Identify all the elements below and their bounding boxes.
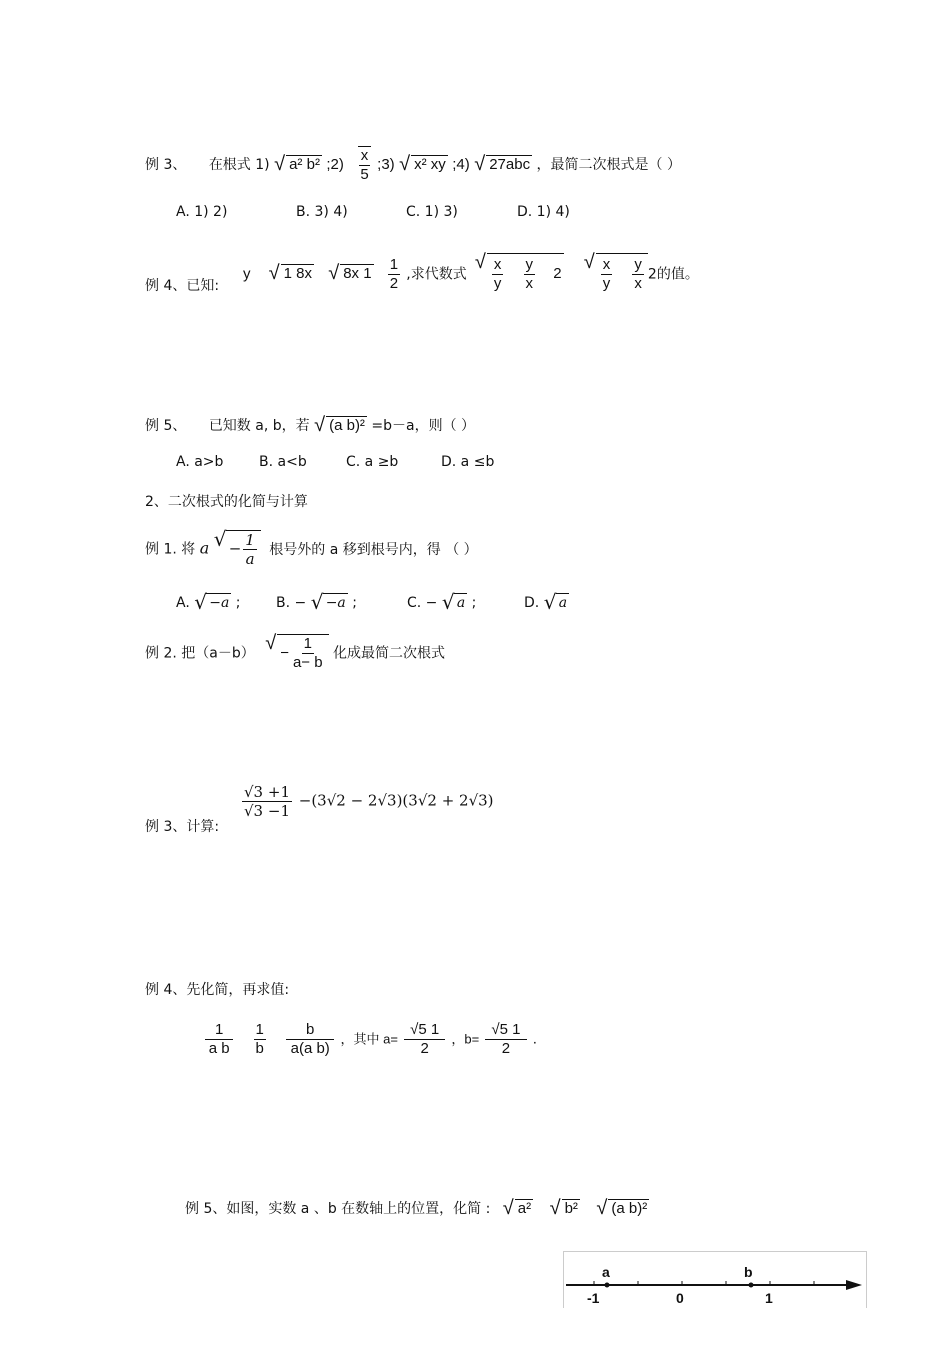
den: a [245, 550, 255, 568]
num: √ x [602, 256, 611, 273]
radical: √ −a [206, 593, 231, 612]
ex3-option-a: A. 1) 2) [176, 204, 228, 220]
ex1-label: 例 1. 将 [145, 541, 196, 558]
const-2: 2 [553, 265, 562, 283]
var-a: a [199, 538, 210, 558]
radical-3: √ x² xy [411, 155, 448, 174]
label: A. [176, 595, 190, 611]
den: a− b [292, 654, 323, 671]
ex5-option-c: C. a ≥b [346, 454, 399, 470]
radical-1: √ a² b² [286, 155, 322, 174]
num: 1 [205, 1021, 233, 1040]
ex1-option-a: A. √ −a ; [176, 593, 240, 612]
den: y [493, 275, 502, 292]
num: 1 [245, 531, 255, 549]
where-a: ，其中 a= [340, 1031, 398, 1047]
period: . [532, 1030, 537, 1048]
radical-inv: √ − $\frac{1}{a- b}$ [277, 634, 328, 672]
ex1-option-b: B. − √ −a ; [276, 593, 357, 612]
ex5-label: 例 5、 [145, 418, 187, 434]
ex5b-label: 例 5、如图，实数 a 、b 在数轴上的位置，化简 : [185, 1201, 491, 1217]
ex3-label: 例 3、 [145, 157, 187, 173]
frac-a [404, 1021, 445, 1058]
ex3-option-b: B. 3) 4) [296, 204, 348, 220]
tick-label-1: 1 [765, 1290, 773, 1306]
num: b [286, 1021, 334, 1040]
den: 2 [389, 275, 399, 292]
radical-ab: √ (a b)² [326, 416, 367, 435]
ex5-option-d: D. a ≤b [441, 454, 495, 470]
minus: − [228, 539, 242, 558]
ex5-tail: =b－a，则（ ） [371, 418, 476, 434]
ex5-text: 已知数 a, b，若 [208, 418, 310, 434]
fraction [242, 783, 292, 820]
num: 1 [389, 256, 399, 273]
radical-ab2: √ (a b)² [608, 1199, 649, 1218]
point-b [749, 1283, 754, 1288]
num: x [360, 147, 369, 164]
label: B. − [276, 595, 307, 611]
den: b [255, 1040, 264, 1057]
radical-b: √ 8x 1 [340, 264, 373, 283]
part-2: ;2) [326, 156, 344, 173]
ex5-option-a: A. a>b [176, 454, 224, 470]
num: 1 [255, 1021, 264, 1038]
radical-big-1 [487, 253, 564, 293]
ex3-row [145, 146, 681, 184]
ex4-expression [243, 253, 699, 293]
ex1-tail: 根号外的 a 移到根号内，得 （ ） [269, 541, 478, 558]
number-line-figure [563, 1251, 867, 1308]
frac-3 [286, 1021, 334, 1058]
frac-2 [254, 1021, 266, 1058]
ex2-tail: 化成最简二次根式 [333, 645, 446, 662]
den: 5 [360, 166, 369, 183]
num: y [525, 256, 534, 273]
where-b: ，b= [451, 1031, 480, 1047]
den: 2 [420, 1040, 429, 1057]
ex3-option-c: C. 1) 3) [406, 204, 458, 220]
ex3-text: 在根式 1) [208, 157, 270, 173]
radical-a: √ 1 8x [281, 264, 314, 283]
number-line [564, 1252, 866, 1308]
ex2-label: 例 2. 把（a－b） [145, 645, 255, 662]
ex4b-expression [203, 1021, 537, 1058]
fraction-x5 [358, 146, 370, 184]
frac-1 [205, 1021, 233, 1058]
den: 2 [501, 1040, 511, 1057]
frac-b [485, 1021, 526, 1058]
product: −(3√2 − 2√3)(3√2 + 2√3) [298, 791, 494, 810]
label-a: a [602, 1264, 610, 1280]
ex1-option-c: C. − √ a ; [407, 593, 476, 612]
label: C. − [407, 595, 438, 611]
ex3-option-d: D. 1) 4) [517, 204, 570, 220]
fraction-half [388, 256, 400, 293]
ex4-label: 例 4、已知: [145, 278, 220, 294]
ex3-tail: ，最简二次根式是（ ） [536, 157, 681, 173]
ex1-option-d [524, 593, 569, 612]
den: a(a b) [290, 1040, 330, 1057]
radical-4: √ 27abc [486, 155, 532, 174]
num: 1 [303, 635, 312, 652]
var-y: y [243, 265, 251, 283]
den: √3 −1 [244, 802, 290, 820]
num: √ x [493, 256, 502, 273]
ex5-row [145, 415, 475, 435]
radical-big-2 [596, 253, 648, 293]
part-3: ;3) [377, 156, 395, 173]
radical: √ −a [323, 593, 348, 612]
radical-neg-inv-a [226, 530, 261, 568]
tick-label-0: 0 [676, 1290, 684, 1306]
tick-label-neg1: -1 [587, 1290, 600, 1306]
section-heading: 2、二次根式的化简与计算 [145, 494, 308, 510]
radical: √ a [556, 593, 569, 612]
num: √5 1 [404, 1021, 445, 1040]
den: x [634, 275, 642, 292]
point-a [605, 1283, 610, 1288]
part-4: ;4) [452, 156, 470, 173]
num: √5 1 [485, 1021, 526, 1040]
den: x [525, 275, 534, 292]
ex2-row [145, 634, 445, 672]
radical-a2: √ a² [515, 1199, 533, 1218]
ex4-tail: 2的值。 [647, 266, 699, 283]
num: √3 +1 [244, 783, 290, 801]
ex3b-expression [240, 783, 494, 820]
label-b: b [744, 1264, 753, 1280]
den: y [602, 275, 611, 292]
num: y [634, 256, 642, 273]
ex4-mid: ,求代数式 [406, 266, 467, 283]
radical: √ a [454, 593, 467, 612]
ex4b-label: 例 4、先化简，再求值: [145, 982, 290, 998]
radical-b2: √ b² [562, 1199, 580, 1218]
label: D. [524, 595, 540, 611]
ex5b-row [185, 1198, 649, 1218]
ex5-option-b: B. a<b [259, 454, 307, 470]
arrow-icon [846, 1280, 862, 1290]
ex3b-label: 例 3、计算: [145, 819, 220, 835]
ex1-row [145, 530, 478, 568]
den: a b [208, 1040, 230, 1057]
